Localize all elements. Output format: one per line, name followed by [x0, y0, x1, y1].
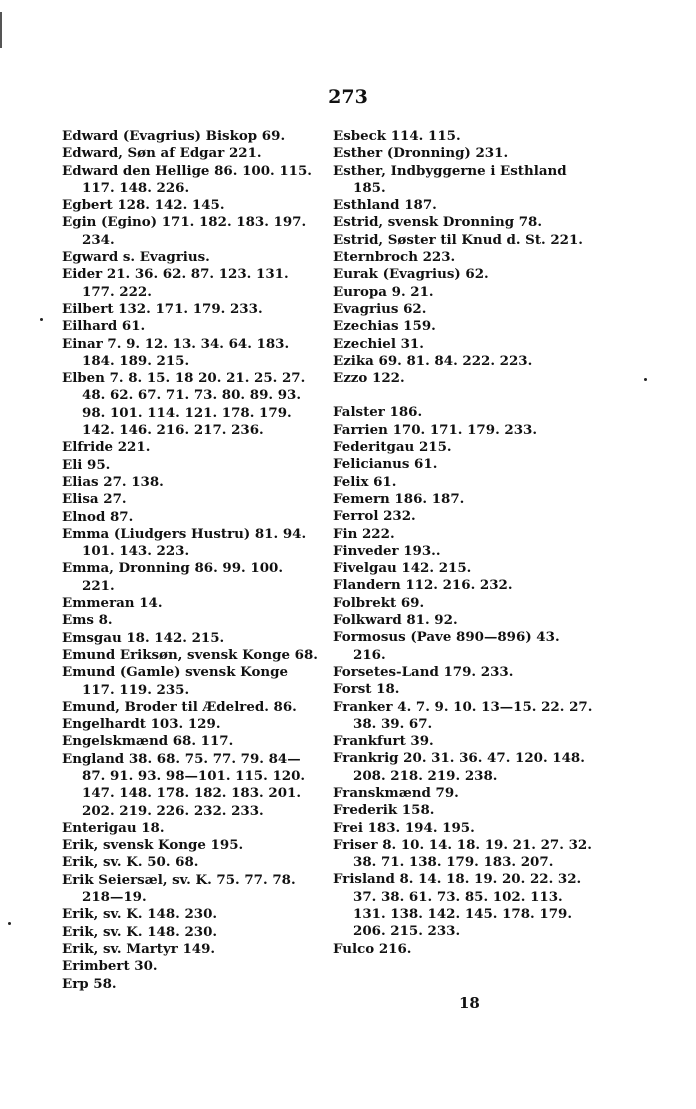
index-entry: Egin (Egino) 171. 182. 183. 197. 234. — [62, 214, 307, 248]
signature-mark: 18 — [459, 994, 480, 1012]
page-number: 273 — [328, 86, 368, 108]
index-entry: Erik, sv. Martyr 149. — [62, 940, 216, 957]
index-entry: Enterigau 18. — [62, 819, 165, 836]
index-entry: Elben 7. 8. 15. 18 20. 21. 25. 27. 48. 62. 67. 71. 73. 80. 89. 93. 98. 101. 114. 121. 178. 179. 142. 146. 216. 217. 236. — [62, 370, 306, 439]
index-entry: Franskmænd 79. — [333, 784, 459, 801]
stray-mark — [8, 922, 11, 925]
index-entry: Felix 61. — [333, 473, 397, 490]
index-entry: Ezzo 122. — [333, 370, 405, 387]
index-entry: Eider 21. 36. 62. 87. 123. 131. 177. 222. — [62, 266, 289, 300]
index-entry: Fivelgau 142. 215. — [333, 560, 472, 577]
index-entry: Federitgau 215. — [333, 439, 452, 456]
index-entry: Emund (Gamle) svensk Konge 117. 119. 235. — [62, 664, 289, 698]
index-entry: Einar 7. 9. 12. 13. 34. 64. 183. 184. 189. 215. — [62, 335, 290, 369]
index-entry: Esther (Dronning) 231. — [333, 145, 509, 162]
index-column-left — [62, 128, 320, 993]
index-entry: Emma (Liudgers Hustru) 81. 94. 101. 143. 223. — [62, 525, 307, 560]
index-entry: Emsgau 18. 142. 215. — [62, 629, 225, 646]
index-entry: Esthland 187. — [333, 197, 437, 214]
index-entry: Ezechias 159. — [333, 318, 436, 335]
index-entry: Engelhardt 103. 129. — [62, 716, 221, 733]
index-entry: Emund Eriksøn, svensk Konge 68. — [62, 646, 318, 663]
index-entry: Erik, sv. K. 50. 68. — [62, 854, 199, 871]
index-column-right — [333, 128, 595, 958]
index-entry: Erik, sv. K. 148. 230. — [62, 906, 218, 923]
index-entry: Edward (Evagrius) Biskop 69. — [62, 128, 286, 144]
index-entry: Eilbert 132. 171. 179. 233. — [62, 300, 263, 317]
index-entry: Elfride 221. — [62, 439, 151, 456]
index-entry: Elnod 87. — [62, 508, 134, 525]
index-entry: Europa 9. 21. — [333, 283, 434, 300]
index-entry: Egbert 128. 142. 145. — [62, 197, 225, 214]
index-entry: Ezechiel 31. — [333, 335, 424, 352]
index-entry: Emund, Broder til Ædelred. 86. — [62, 698, 297, 715]
index-entry: Formosus (Pave 890—896) 43. 216. — [333, 629, 560, 663]
index-entry: Ezika 69. 81. 84. 222. 223. — [333, 352, 533, 369]
index-entry: Elisa 27. — [62, 491, 127, 508]
index-entry: Felicianus 61. — [333, 456, 438, 473]
stray-mark — [644, 378, 647, 381]
index-entry: Frankfurt 39. — [333, 733, 434, 750]
index-entry: Frei 183. 194. 195. — [333, 819, 475, 836]
index-entry: Farrien 170. 171. 179. 233. — [333, 421, 538, 438]
index-entry: Flandern 112. 216. 232. — [333, 577, 513, 594]
index-entry: Emmeran 14. — [62, 595, 163, 612]
index-entry: Esther, Indbyggerne i Esthland 185. — [333, 162, 567, 196]
index-entry: Fulco 216. — [333, 940, 412, 957]
index-entry: Forsetes-Land 179. 233. — [333, 663, 514, 680]
index-entry: Edward, Søn af Edgar 221. — [62, 145, 262, 162]
index-entry: Erik, svensk Konge 195. — [62, 837, 244, 854]
index-entry: Eilhard 61. — [62, 318, 146, 335]
index-entry: Eternbroch 223. — [333, 249, 456, 266]
index-entry: Franker 4. 7. 9. 10. 13—15. 22. 27. 38. 39. 67. — [333, 698, 593, 732]
index-entry: Fin 222. — [333, 525, 395, 542]
index-entry: Friser 8. 10. 14. 18. 19. 21. 27. 32. 38. 71. 138. 179. 183. 207. — [333, 836, 592, 871]
index-entry: Folkward 81. 92. — [333, 612, 458, 629]
index-entry: Esbeck 114. 115. — [333, 128, 461, 144]
index-entry: Ferrol 232. — [333, 508, 416, 525]
index-entry: Engelskmænd 68. 117. — [62, 733, 234, 750]
index-entry: Eli 95. — [62, 456, 111, 473]
index-entry: Estrid, Søster til Knud d. St. 221. — [333, 231, 583, 248]
index-entry: Eurak (Evagrius) 62. — [333, 266, 489, 283]
index-entry: Estrid, svensk Dronning 78. — [333, 214, 543, 231]
index-entry: Erik, sv. K. 148. 230. — [62, 923, 218, 940]
index-entry: Falster 186. — [333, 404, 423, 421]
index-entry: England 38. 68. 75. 77. 79. 84—87. 91. 93. 98—101. 115. 120. 147. 148. 178. 182. 183. 201. 202. 219. 226. 232. 233. — [62, 750, 306, 819]
index-entry: Egward s. Evagrius. — [62, 249, 210, 266]
index-entry: Elias 27. 138. — [62, 473, 164, 490]
index-entry: Edward den Hellige 86. 100. 115. 117. 148. 226. — [62, 162, 312, 196]
index-entry: Frisland 8. 14. 18. 19. 20. 22. 32. 37. 38. 61. 73. 85. 102. 113. 131. 138. 142. 145. 178. 179. 206. 215. 233. — [333, 871, 582, 940]
index-entry: Erp 58. — [62, 975, 117, 992]
stray-mark — [40, 318, 43, 321]
index-entry: Finveder 193.. — [333, 542, 441, 559]
page-edge-mark — [0, 12, 2, 48]
index-entry: Emma, Dronning 86. 99. 100. 221. — [62, 560, 283, 594]
index-entry: Frankrig 20. 31. 36. 47. 120. 148. 208. 218. 219. 238. — [333, 750, 585, 784]
index-entry: Evagrius 62. — [333, 300, 427, 317]
index-entry: Femern 186. 187. — [333, 490, 465, 507]
index-entry: Ems 8. — [62, 612, 113, 629]
index-entry: Erimbert 30. — [62, 958, 158, 975]
index-entry: Folbrekt 69. — [333, 594, 425, 611]
index-entry: Erik Seiersæl, sv. K. 75. 77. 78. 218—19. — [62, 871, 296, 906]
index-entry: Forst 18. — [333, 681, 400, 698]
index-entry: Frederik 158. — [333, 802, 435, 819]
